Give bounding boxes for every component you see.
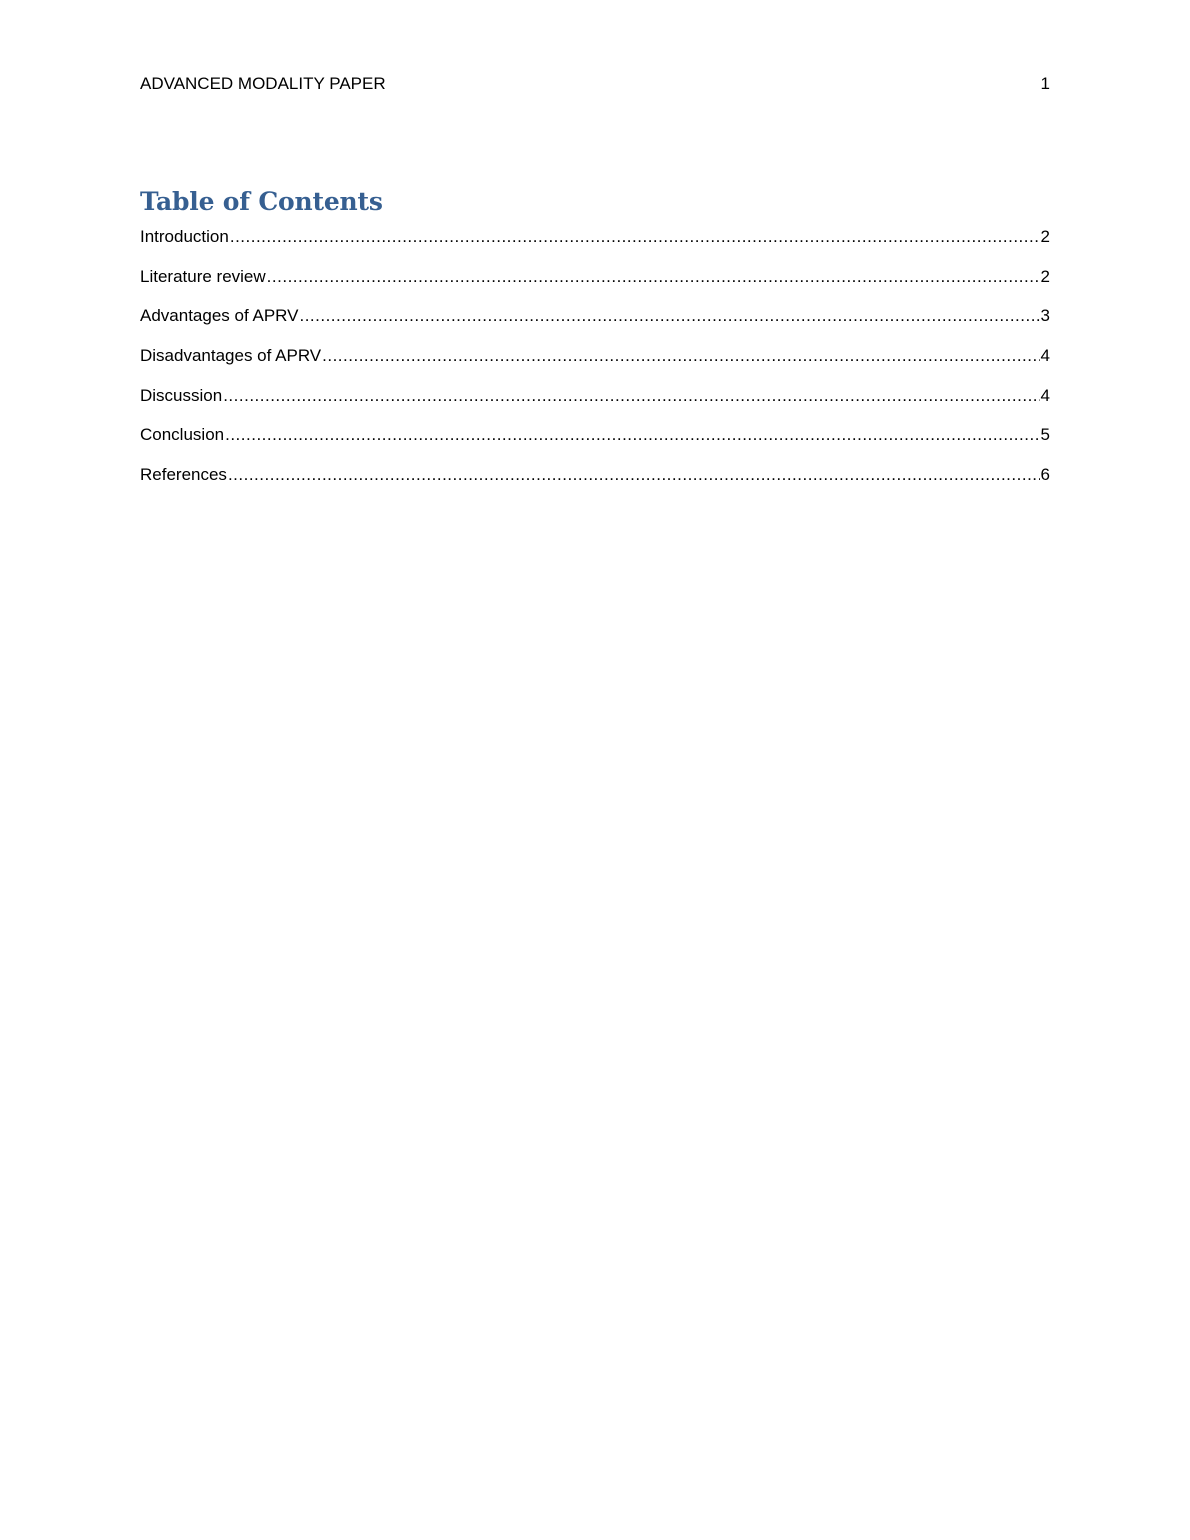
toc-entry-conclusion[interactable] bbox=[140, 422, 1050, 462]
toc-dot-leader bbox=[299, 303, 1039, 329]
toc-entry-page: 2 bbox=[1040, 266, 1050, 286]
toc-dot-leader bbox=[225, 422, 1039, 448]
toc-entry-page: 3 bbox=[1040, 306, 1050, 326]
toc-entry-advantages[interactable] bbox=[140, 303, 1050, 343]
toc-entry-label: Literature review bbox=[140, 266, 266, 286]
toc-entry-introduction[interactable] bbox=[140, 224, 1050, 264]
toc-dot-leader bbox=[322, 343, 1039, 369]
toc-entry-disadvantages[interactable] bbox=[140, 343, 1050, 383]
toc-entry-page: 2 bbox=[1040, 227, 1050, 246]
toc-dot-leader bbox=[228, 462, 1040, 488]
toc-entry-page: 4 bbox=[1040, 346, 1050, 366]
toc-entry-discussion[interactable] bbox=[140, 383, 1050, 423]
running-head: ADVANCED MODALITY PAPER bbox=[140, 74, 386, 93]
toc-entry-label: Introduction bbox=[140, 227, 229, 246]
toc-heading: Table of Contents bbox=[140, 187, 383, 216]
toc-dot-leader bbox=[267, 264, 1040, 290]
toc-entry-references[interactable] bbox=[140, 462, 1050, 502]
toc-entry-page: 5 bbox=[1040, 425, 1050, 445]
toc-entry-literature-review[interactable] bbox=[140, 264, 1050, 304]
table-of-contents bbox=[140, 224, 1050, 502]
page-header bbox=[140, 72, 1050, 96]
toc-dot-leader bbox=[230, 224, 1040, 250]
toc-entry-label: Conclusion bbox=[140, 425, 225, 445]
toc-entry-page: 4 bbox=[1040, 385, 1050, 405]
toc-entry-label: References bbox=[140, 465, 227, 485]
toc-entry-page: 6 bbox=[1040, 465, 1050, 485]
toc-entry-label: Discussion bbox=[140, 385, 223, 405]
page-number: 1 bbox=[1040, 74, 1050, 93]
toc-entry-label: Disadvantages of APRV bbox=[140, 346, 322, 366]
toc-dot-leader bbox=[223, 383, 1039, 409]
toc-entry-label: Advantages of APRV bbox=[140, 306, 299, 326]
